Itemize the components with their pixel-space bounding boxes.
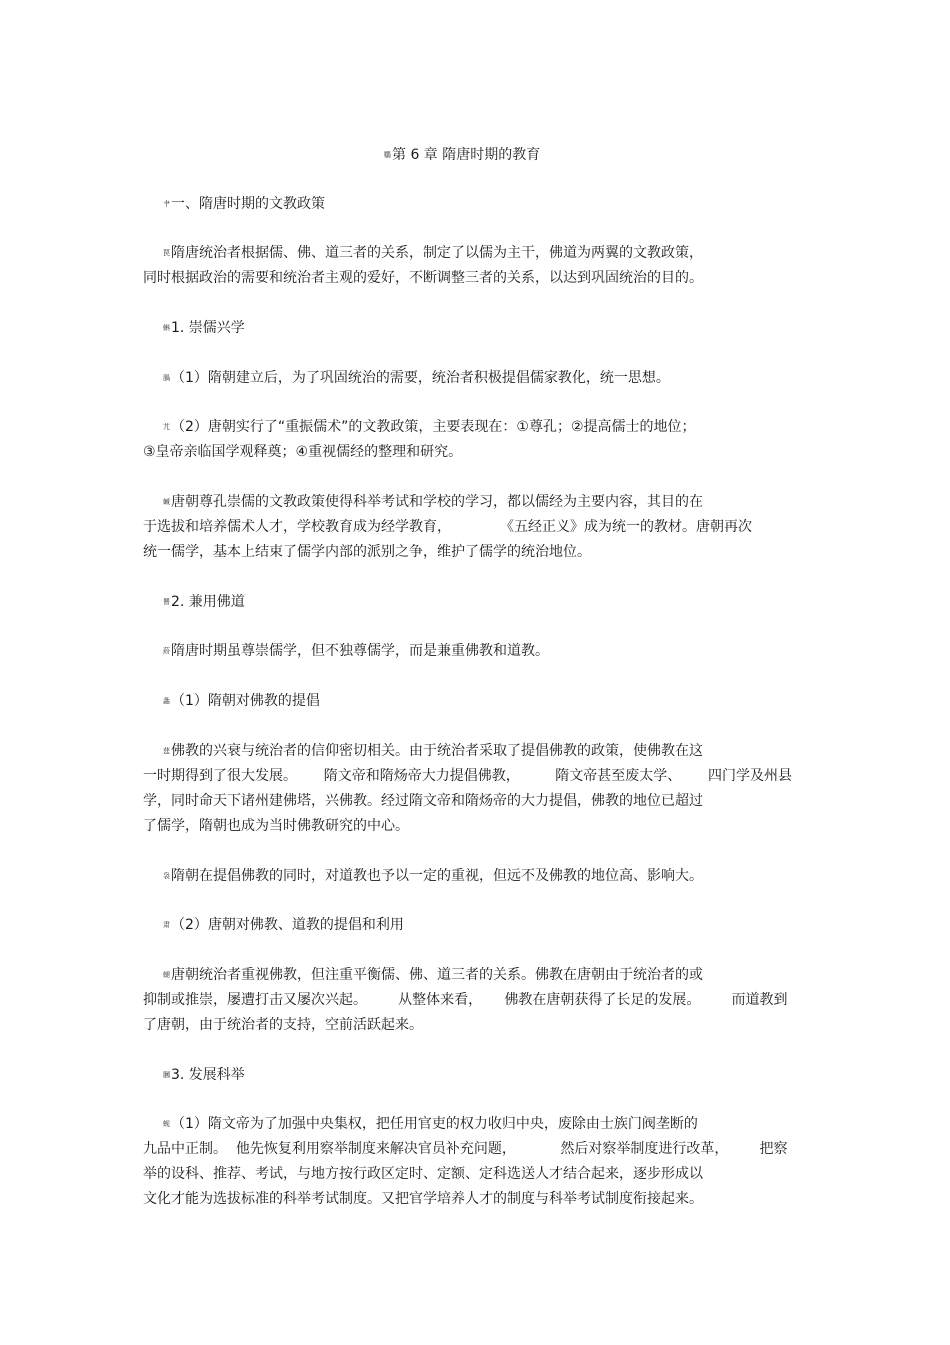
paragraph-line xyxy=(163,417,950,437)
heading-text: 一、隋唐时期的文教政策 xyxy=(171,196,325,212)
chapter-title-text: 第 6 章 隋唐时期的教育 xyxy=(392,147,541,163)
paragraph-line: ③皇帝亲临国学观释奠；④重视儒经的整理和研究。 xyxy=(143,444,463,460)
paragraph-text: （1）隋朝建立后，为了巩固统治的需要，统治者积极提倡儒家教化，统一思想。 xyxy=(171,370,670,386)
paragraph-text: 唐朝尊孔崇儒的文教政策使得科举考试和学校的学习，都以儒经为主要内容，其目的在 xyxy=(171,494,703,510)
line-marker: 腡 xyxy=(163,374,170,382)
paragraph-line: 了唐朝，由于统治者的支持，空前活跃起来。 xyxy=(143,1017,423,1033)
paragraph-line xyxy=(163,243,950,263)
paragraph-line: 一时期得到了很大发展。 隋文帝和隋炀帝大力提倡佛教， 隋文帝甚至废太学、 四门学及州县 xyxy=(143,768,793,784)
line-marker: 鸀 xyxy=(384,151,391,159)
heading-text: （2）唐朝对佛教、道教的提倡和利用 xyxy=(171,917,404,933)
paragraph-line: 九品中正制。 他先恢复利用察举制度来解决官员补充问题， 然后对察举制度进行改革， 把察 xyxy=(143,1141,788,1157)
paragraph-text: 唐朝统治者重视佛教，但注重平衡儒、佛、道三者的关系。佛教在唐朝由于统治者的或 xyxy=(171,967,703,983)
chapter-title xyxy=(384,145,950,165)
paragraph-line: 同时根据政治的需要和统治者主观的爱好，不断调整三者的关系，以达到巩固统治的目的。 xyxy=(143,270,703,286)
line-marker: 罠 xyxy=(163,249,170,257)
heading-text: 1. 崇儒兴学 xyxy=(171,320,245,336)
line-marker: 罾 xyxy=(163,598,170,606)
line-marker: 蚬 xyxy=(163,1120,170,1128)
paragraph-text: （1）隋文帝为了加强中央集权，把任用官吏的权力收归中央，废除由士族门阀垄断的 xyxy=(171,1116,698,1132)
heading-text: 2. 兼用佛道 xyxy=(171,594,245,610)
paragraph-line: 举的设科、推荐、考试，与地方按行政区定时、定额、定科选送人才结合起来，逐步形成以 xyxy=(143,1166,703,1182)
paragraph-line: 了儒学，隋朝也成为当时佛教研究的中心。 xyxy=(143,818,409,834)
line-marker: 蒶 xyxy=(163,647,170,655)
paragraph-line: 于选拔和培养儒术人才，学校教育成为经学教育， 《五经正义》成为统一的教材。唐朝再次 xyxy=(143,519,752,535)
paragraph-line xyxy=(163,965,950,985)
paragraph-line: 学，同时命天下诸州建佛塔，兴佛教。经过隋文帝和隋炀帝的大力提倡，佛教的地位已超过 xyxy=(143,793,703,809)
line-marker: 肃 xyxy=(163,921,170,929)
paragraph-line xyxy=(163,1114,950,1134)
paragraph-line xyxy=(163,368,950,388)
subsection-heading xyxy=(163,915,950,935)
paragraph-text: 隋唐时期虽尊崇儒学，但不独尊儒学，而是兼重佛教和道教。 xyxy=(171,643,549,659)
line-marker: 蝛 xyxy=(163,498,170,506)
line-marker: 袅 xyxy=(163,872,170,880)
paragraph-text: 佛教的兴衰与统治者的信仰密切相关。由于统治者采取了提倡佛教的政策，使佛教在这 xyxy=(171,743,703,759)
paragraph-line: 抑制或推崇，屡遭打击又屡次兴起。 从整体来看， 佛教在唐朝获得了长足的发展。 而道教到 xyxy=(143,992,788,1008)
subsection-heading xyxy=(163,1065,950,1085)
line-marker: 莛 xyxy=(163,747,170,755)
paragraph-line xyxy=(163,866,950,886)
paragraph-line: 统一儒学，基本上结束了儒学内部的派别之争，维护了儒学的统治地位。 xyxy=(143,544,591,560)
paragraph-text: 隋唐统治者根据儒、佛、道三者的关系，制定了以儒为主干，佛道为两翼的文教政策， xyxy=(171,245,703,261)
paragraph-text: 隋朝在提倡佛教的同时，对道教也予以一定的重视，但远不及佛教的地位高、影响大。 xyxy=(171,868,703,884)
paragraph-line xyxy=(163,741,950,761)
subsection-heading xyxy=(163,691,950,711)
line-marker: 蝌 xyxy=(163,324,170,332)
heading-text: 3. 发展科举 xyxy=(171,1067,245,1083)
subsection-heading xyxy=(163,592,950,612)
line-marker: 螽 xyxy=(163,697,170,705)
paragraph-line xyxy=(163,641,950,661)
paragraph-line xyxy=(163,492,950,512)
line-marker: 肀 xyxy=(163,200,170,208)
paragraph-text: （2）唐朝实行了“重振儒术”的文教政策，主要表现在：①尊孔；②提高儒士的地位； xyxy=(171,419,696,435)
section-heading xyxy=(163,194,950,214)
line-marker: 螁 xyxy=(163,971,170,979)
heading-text: （1）隋朝对佛教的提倡 xyxy=(171,693,320,709)
paragraph-line: 文化才能为选拔标准的科举考试制度。又把官学培养人才的制度与科举考试制度衔接起来。 xyxy=(143,1191,703,1207)
line-marker: 芁 xyxy=(163,423,170,431)
line-marker: 膕 xyxy=(163,1071,170,1079)
subsection-heading xyxy=(163,318,950,338)
